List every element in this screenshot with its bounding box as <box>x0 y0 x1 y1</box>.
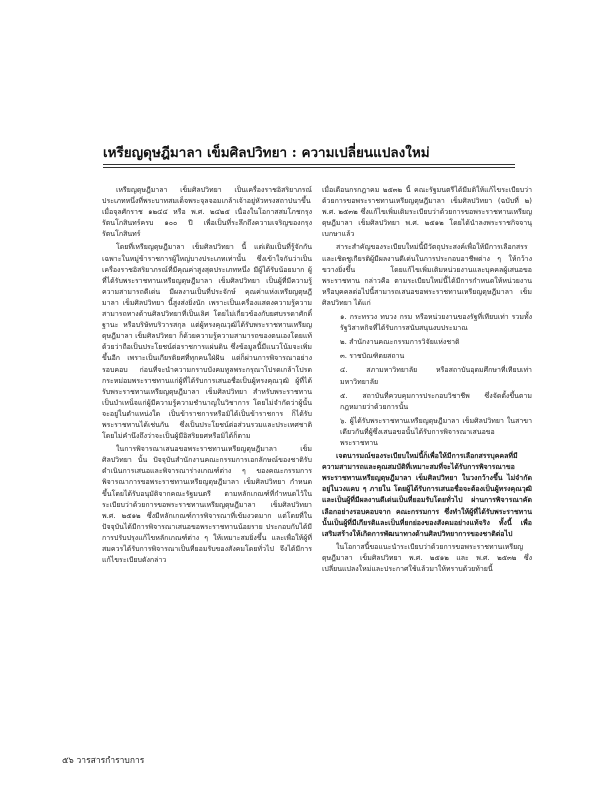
page-footer: ๕๖ วารสารกำราบการ <box>62 756 145 766</box>
right-paragraph-lead: สาระสำคัญของระเบียบใหม่นี้มีวัตถุประสงค์เพื่อให้มีการเลือกสรรและเชิดชูเกียรติผู้มีผลงานดีเด่นในการประกอบอาชีพต่าง ๆ ให้กว้างขวางยิ่งขึ้น โดยแก้ไขเพิ่มเติมหน่วยงานและบุคคลผู้เสนอขอพระราชทาน กล่าวคือ ตามระเบียบใหม่นี้ได้มีการกำหนดให้หน่วยงานหรือบุคคลต่อไปนี้สามารถเสนอขอพระราชทานเหรียญดุษฎีมาลา เข็มศิลปวิทยา ได้แก่ <box>322 243 532 307</box>
left-column <box>102 185 312 770</box>
list-item-5: ๕. สถาบันที่ควบคุมการประกอบวิชาชีพ ซึ่งจัดตั้งขึ้นตามกฎหมายว่าด้วยการนั้น <box>340 391 532 411</box>
right-paragraph-intro: เมื่อเดือนกรกฎาคม ๒๕๓๒ นี้ คณะรัฐมนตรีได้มีมติให้แก้ไขระเบียบว่าด้วยการขอพระราชทานเหรียญดุษฎีมาลา เข็มศิลปวิทยา (ฉบับที่ ๒) พ.ศ. ๒๕๓๒ ซึ่งแก้ไขเพิ่มเติมระเบียบว่าด้วยการขอพระราชทานเหรียญดุษฎีมาลา เข็มศิลปวิทยา พ.ศ. ๒๕๑๒ โดยได้นำลงพระราชกิจจานุเบกษาแล้ว <box>322 186 532 239</box>
title-rule-bottom <box>103 167 515 168</box>
list-item-4: ๔. สภามหาวิทยาลัย หรือสถาบันอุดมศึกษาที่เทียบเท่ามหาวิทยาลัย <box>340 366 532 386</box>
left-paragraph-1: เหรียญดุษฎีมาลา เข็มศิลปวิทยา เป็นเครื่องราชอิสริยาภรณ์ประเภทหนึ่งที่พระบาทสมเด็จพระจุลจอมเกล้าเจ้าอยู่หัวทรงสถาปนาขึ้น เมื่อจุลศักราช ๑๒๔๔ หรือ พ.ศ. ๒๔๒๕ เนื่องในโอกาสสมโภชกรุงรัตนโกสินทร์ครบ ๑๐๐ ปี เพื่อเป็นที่ระลึกถึงความเจริญของกรุงรัตนโกสินทร์ <box>102 186 312 239</box>
list-item-2: ๒. สำนักงานคณะกรรมการวิจัยแห่งชาติ <box>340 338 460 347</box>
article-title: เหรียญดุษฎีมาลา เข็มศิลปวิทยา : ความเปลี่ยนแปลงใหม่ <box>103 145 430 161</box>
left-paragraph-3: ในการพิจารณาเสนอขอพระราชทานเหรียญดุษฎีมาลา เข็มศิลปวิทยา นั้น ปัจจุบันสำนักงานคณะกรรมการเอกลักษณ์ของชาติรับดำเนินการเสนอและพิจารณาร่างเกณฑ์ต่าง ๆ ของคณะกรรมการพิจารณาการขอพระราชทานเหรียญดุษฎีมาลา เข็มศิลปวิทยา กำหนดขึ้นโดยได้รับอนุมัติจากคณะรัฐมนตรี ตามหลักเกณฑ์ที่กำหนดไว้ในระเบียบว่าด้วยการขอพระราชทานเหรียญดุษฎีมาลา เข็มศิลปวิทยา พ.ศ. ๒๕๑๒ ซึ่งมีหลักเกณฑ์การพิจารณาที่เข้มงวดมาก แต่โดยที่ในปัจจุบันได้มีการพิจารณาเสนอขอพระราชทานน้อยราย ประกอบกับได้มีการปรับปรุงแก้ไขหลักเกณฑ์ต่าง ๆ ให้เหมาะสมยิ่งขึ้น และเพื่อให้ผู้ที่สมควรได้รับการพิจารณาเป็นที่ยอมรับของสังคมโดยทั่วไป จึงได้มีการแก้ไขระเบียบดังกล่าว <box>102 445 312 565</box>
left-paragraph-2: โดยที่เหรียญดุษฎีมาลา เข็มศิลปวิทยา นี้ แต่เดิมเป็นที่รู้จักกันเฉพาะในหมู่ข้าราชการผู้ใหญ่บางประเภทเท่านั้น ซึ่งเข้าใจกันว่าเป็นเครื่องราชอิสริยาภรณ์ที่มีคุณค่าสูงสุดประเภทหนึ่ง มีผู้ได้รับน้อยมาก ผู้ที่ได้รับพระราชทานเหรียญดุษฎีมาลา เข็มศิลปวิทยา เป็นผู้ที่มีความรู้ความสามารถดีเด่น มีผลงานเป็นที่ประจักษ์ คุณค่าแห่งเหรียญดุษฎีมาลา เข็มศิลปวิทยา นี้สูงส่งยิ่งนัก เพราะเป็นเครื่องแสดงความรู้ความสามารถทางด้านศิลปวิทยาที่เป็นเลิศ โดยไม่เกี่ยวข้องกับยศบรรดาศักดิ์ฐานะ หรือบริษัทบริวารสกุล แต่ผู้ทรงคุณวุฒิได้รับพระราชทานเหรียญดุษฎีมาลา เข็มศิลปวิทยา ก็ด้วยความรู้ความสามารถของตนเองโดยแท้ ด้วยว่าถือเป็นประโยชน์ต่อราชการแผ่นดิน ซึ่งข้อมูลนี้มีแนวโน้มจะเพิ่มขึ้นอีก เพราะเป็นเกียรติยศที่ทุกคนใฝ่ฝัน แต่ก็ผ่านการพิจารณาอย่างรอบคอบ ก่อนที่จะนำความกราบบังคมทูลพระกรุณาโปรดเกล้าโปรดกระหม่อมพระราชทานแก่ผู้ที่ได้รับการเสนอชื่อเป็นผู้ทรงคุณวุฒิ ผู้ที่ได้รับพระราชทานเหรียญดุษฎีมาลา เข็มศิลปวิทยา สำหรับพระราชทานเป็นบำเหน็จแก่ผู้มีความรู้ความชำนาญในวิชาการ โดยไม่จำกัดว่าผู้นั้นจะอยู่ในตำแหน่งใด เป็นข้าราชการหรือมิได้เป็นข้าราชการ ก็ได้รับพระราชทานได้เช่นกัน ซึ่งเป็นประโยชน์ต่อส่วนรวมและประเทศชาติ โดยไม่คำนึงถึงว่าจะเป็นผู้มีอิสริยยศหรือมิได้ก็ตาม <box>102 243 312 441</box>
title-rule-top <box>103 164 515 165</box>
list-item-6: ๖. ผู้ได้รับพระราชทานเหรียญดุษฎีมาลา เข็มศิลปวิทยา ในสาขาเดียวกันที่ผู้ซึ่งเสนอขอนั้นได้รับการพิจารณาเสนอขอพระราชทาน <box>340 416 532 447</box>
right-paragraph-closing: ในโอกาสนี้ขอแนะนำระเบียบว่าด้วยการขอพระราชทานเหรียญดุษฎีมาลา เข็มศิลปวิทยา พ.ศ. ๒๕๑๒ และ พ.ศ. ๒๕๓๒ ซึ่งเปลี่ยนแปลงใหม่และประกาศใช้แล้วมาให้ทราบด้วยท้ายนี้ <box>322 542 532 573</box>
right-paragraph-highlight: เจตนารมณ์ของระเบียบใหม่นี้ก็เพื่อให้มีการเลือกสรรบุคคลที่มีความสามารถและคุณสมบัติที่เหมาะสมที่จะได้รับการพิจารณาขอพระราชทานเหรียญดุษฎีมาลา เข็มศิลปวิทยา ในวงกว้างขึ้น ไม่จำกัดอยู่ในวงแคบ ๆ ภายใน โดยผู้ได้รับการเสนอชื่อจะต้องเป็นผู้ทรงคุณวุฒิ และเป็นผู้ที่มีผลงานดีเด่นเป็นที่ยอมรับโดยทั่วไป ผ่านการพิจารณาคัดเลือกอย่างรอบคอบจาก คณะกรรมการ ซึ่งทำให้ผู้ที่ได้รับพระราชทานนั้นเป็นผู้ที่มีเกียรติและเป็นที่ยกย่องของสังคมอย่างแท้จริง ทั้งนี้ เพื่อเสริมสร้างให้เกิดการพัฒนาทางด้านศิลปวิทยาการของชาติต่อไป <box>322 452 532 538</box>
list-item-3: ๓. ราชบัณฑิตยสถาน <box>340 352 405 361</box>
list-item-1: ๑. กระทรวง ทบวง กรม หรือหน่วยงานของรัฐที่เทียบเท่า รวมทั้งรัฐวิสาหกิจที่ได้รับการสนับสนุนงบประมาณ <box>340 313 532 333</box>
right-column <box>322 185 532 770</box>
